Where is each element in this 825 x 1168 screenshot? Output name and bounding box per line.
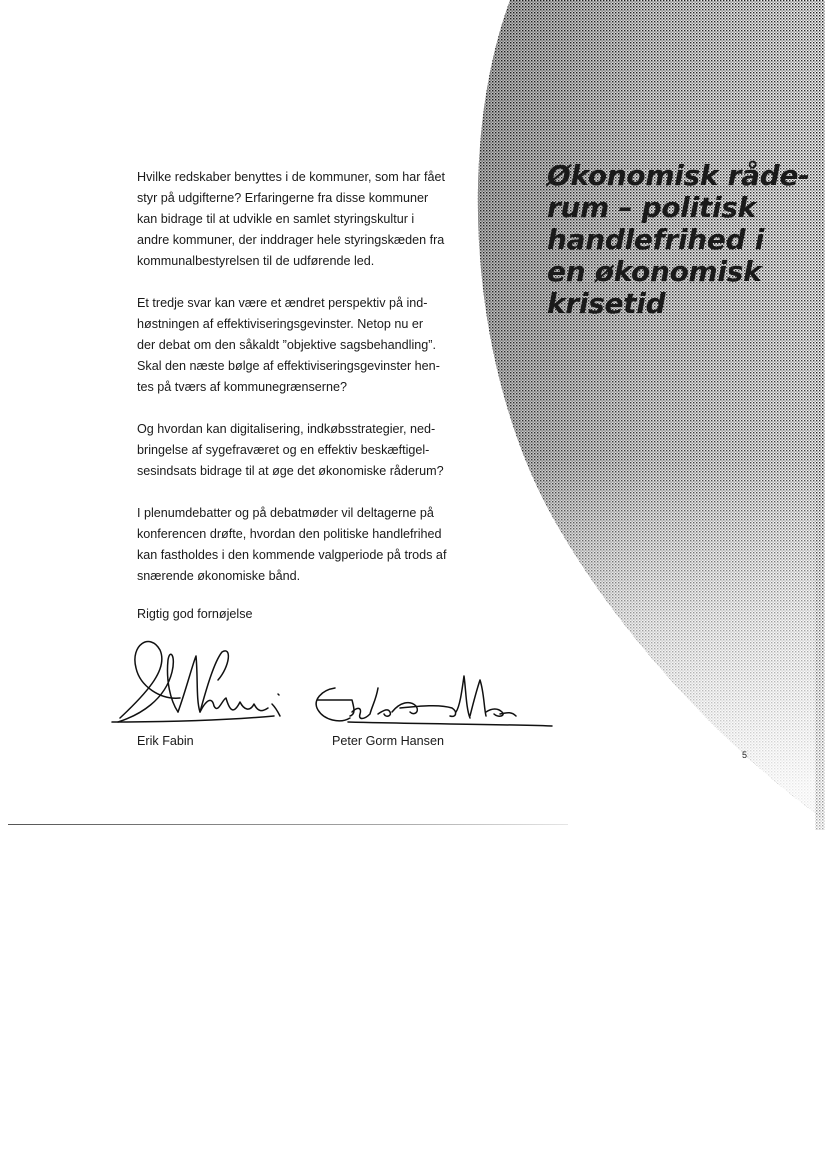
headline-line: Økonomisk råde- — [547, 159, 810, 192]
text-line: der debat om den såkaldt ”objektive sagsbehandling”. — [137, 338, 436, 352]
text-line: Hvilke redskaber benyttes i de kommuner, som har fået — [137, 170, 445, 184]
text-line: kan bidrage til at udvikle en samlet styringskultur i — [137, 212, 415, 226]
text-line: styr på udgifterne? Erfaringerne fra disse kommuner — [137, 191, 429, 205]
text-line: tes på tværs af kommunegrænserne? — [137, 380, 347, 394]
text-line: Og hvordan kan digitalisering, indkøbsstrategier, ned- — [137, 422, 436, 436]
text-line: konferencen drøfte, hvordan den politiske handlefrihed — [137, 527, 442, 541]
scan-edge-line — [8, 824, 568, 825]
signature-peter-gorm-hansen — [316, 676, 552, 726]
text-line: snærende økonomiske bånd. — [137, 569, 301, 583]
text-line: Skal den næste bølge af effektiviseringsgevinster hen- — [137, 359, 440, 373]
text-line: I plenumdebatter og på debatmøder vil deltagerne på — [137, 506, 434, 520]
signer-name: Peter Gorm Hansen — [332, 734, 444, 748]
text-line: bringelse af sygefraværet og en effektiv beskæftigel- — [137, 443, 430, 457]
text-line: andre kommuner, der inddrager hele styringskæden fra — [137, 233, 445, 247]
page-number: 5 — [742, 750, 748, 760]
text-line: sesindsats bidrage til at øge det økonomiske råderum? — [137, 464, 444, 478]
text-line: kommunalbestyrelsen til de udførende led. — [137, 254, 375, 268]
headline-line: rum – politisk — [547, 191, 756, 224]
headline-line: en økonomisk — [547, 255, 762, 288]
text-line: høstningen af effektiviseringsgevinster. Netop nu er — [137, 317, 424, 331]
headline-line: krisetid — [547, 287, 666, 320]
signer-name: Erik Fabin — [137, 734, 194, 748]
text-line: Et tredje svar kan være et ændret perspektiv på ind- — [137, 296, 428, 310]
headline-line: handlefrihed i — [547, 223, 765, 256]
signature-erik-fabin — [112, 642, 280, 722]
text-line: kan fastholdes i den kommende valgperiode på trods af — [137, 548, 447, 562]
closing-greeting: Rigtig god fornøjelse — [137, 607, 253, 621]
